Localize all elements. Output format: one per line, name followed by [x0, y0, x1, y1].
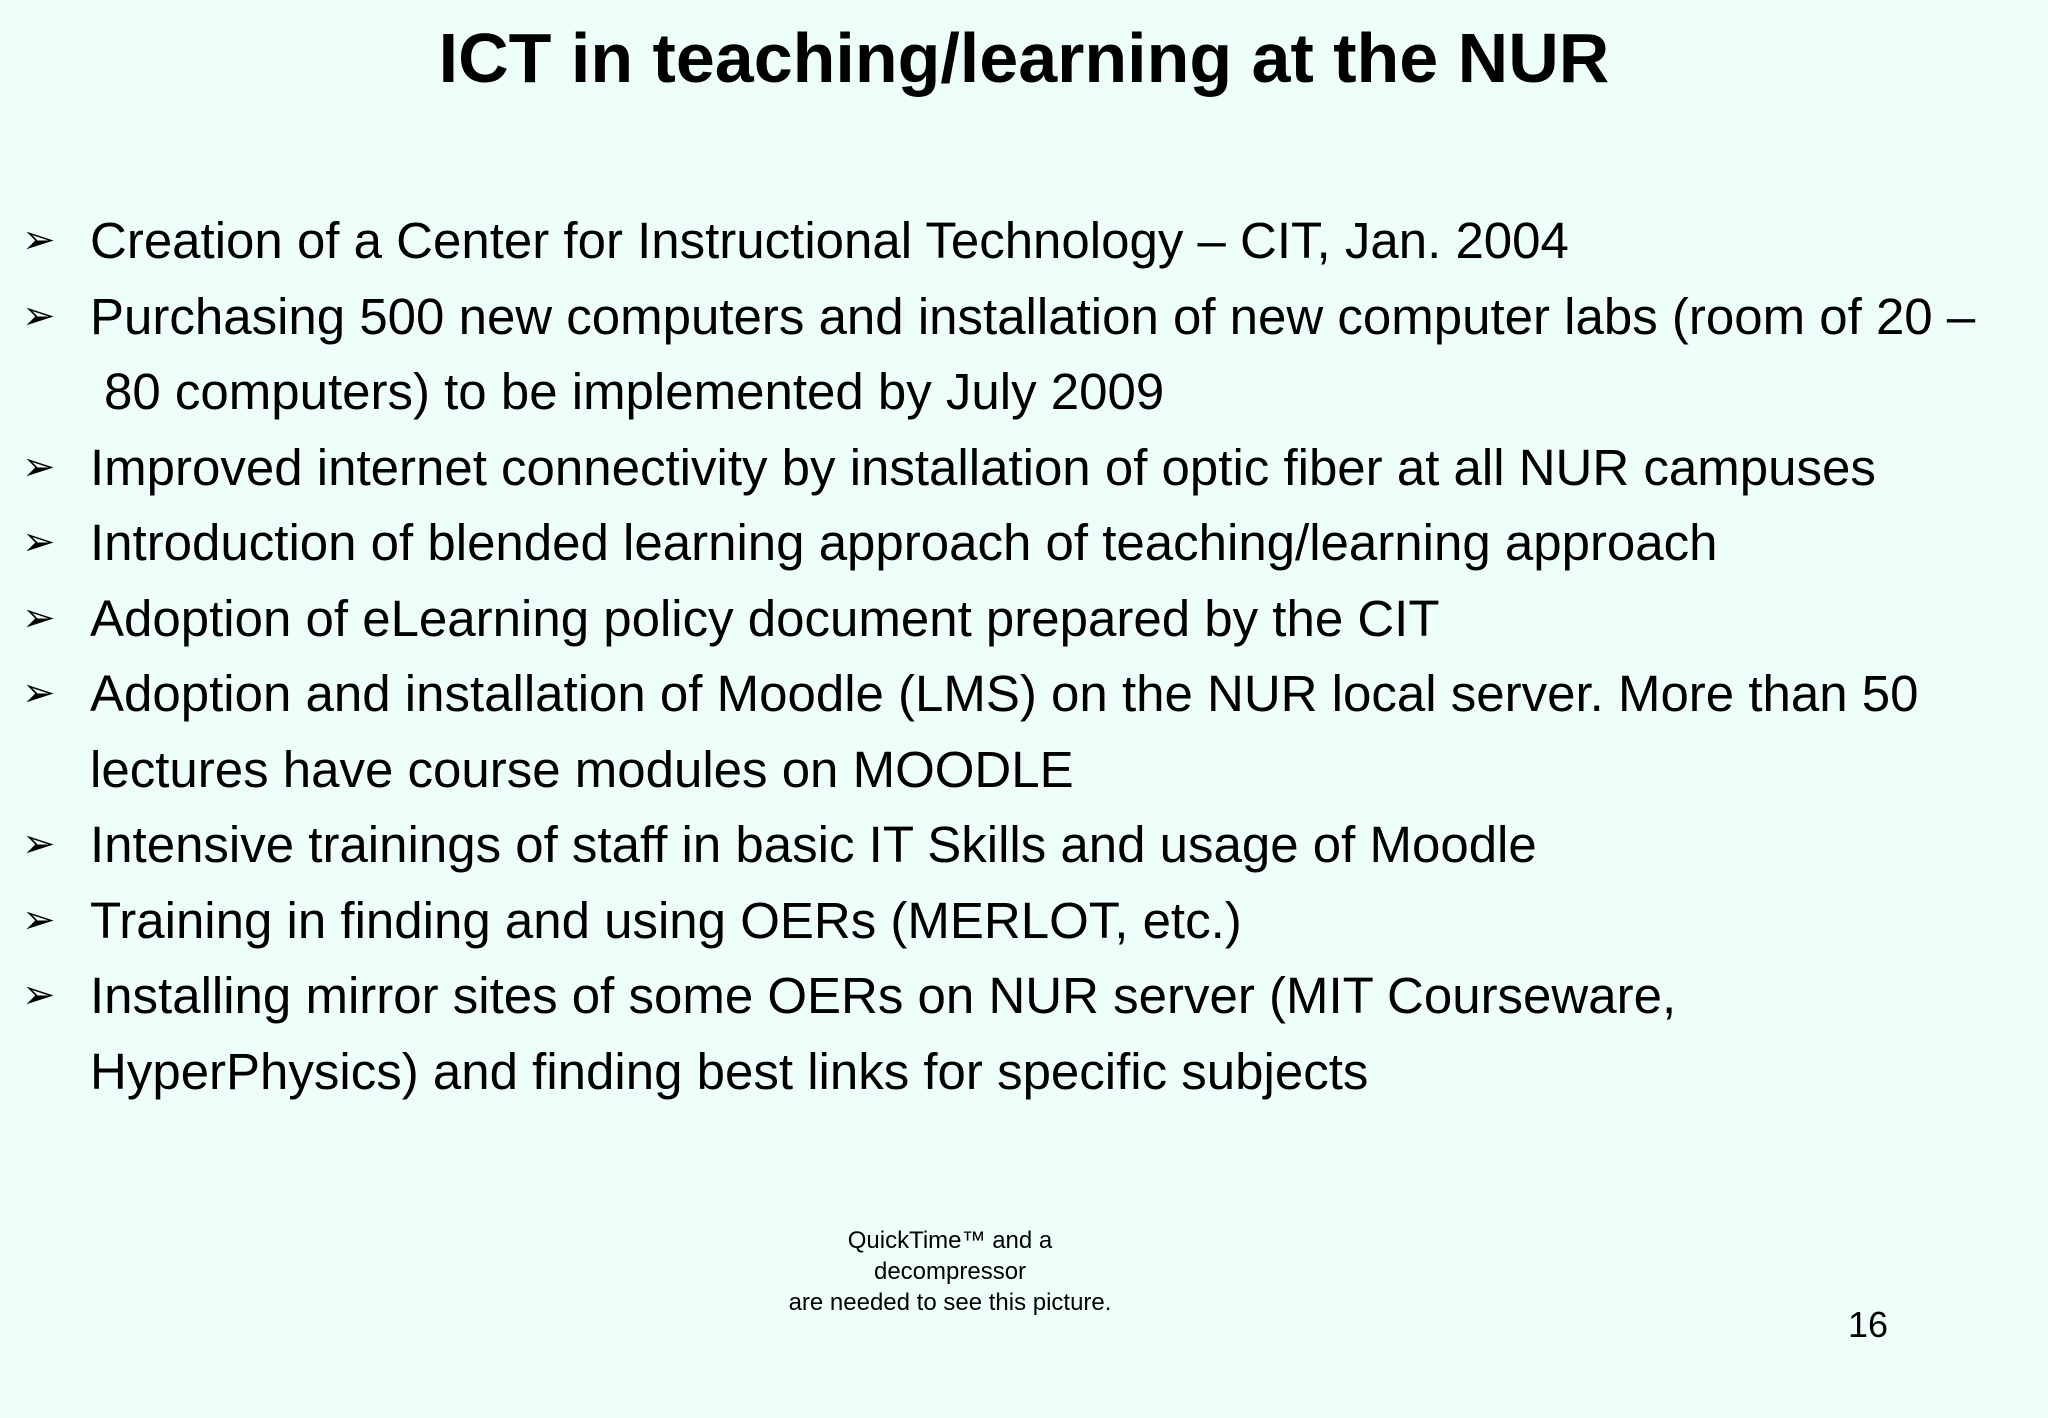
bullet-list: [0, 203, 2048, 1109]
bullet-item: [0, 656, 2048, 807]
arrow-bullet-icon: ➢: [22, 519, 56, 565]
bullet-text: Intensive trainings of staff in basic IT Skills and usage of Moodle: [90, 816, 1537, 873]
bullet-text-continuation: lectures have course modules on MOODLE: [90, 740, 1074, 798]
bullet-item: [0, 958, 2048, 1109]
slide-title: ICT in teaching/learning at the NUR: [438, 19, 1610, 97]
bullet-item: [0, 430, 2048, 506]
arrow-bullet-icon: ➢: [22, 292, 56, 339]
bullet-text-continuation: 80 computers) to be implemented by July 2009: [104, 363, 1165, 420]
arrow-bullet-icon: ➢: [22, 972, 56, 1018]
arrow-bullet-icon: ➢: [22, 670, 56, 716]
bullet-text: Adoption and installation of Moodle (LMS) on the NUR local server. More than 50: [90, 665, 1919, 722]
bullet-text: Training in finding and using OERs (MERLOT, etc.): [90, 891, 1242, 949]
bullet-item: [0, 807, 2048, 883]
bullet-text: Introduction of blended learning approach of teaching/learning approach: [90, 514, 1718, 571]
bullet-item: [0, 581, 2048, 657]
bullet-text: Adoption of eLearning policy document prepared by the CIT: [90, 589, 1440, 647]
arrow-bullet-icon: ➢: [22, 896, 56, 943]
bullet-text: Creation of a Center for Instructional Technology – CIT, Jan. 2004: [90, 212, 1569, 269]
bullet-text: Purchasing 500 new computers and installation of new computer labs (room of 20 –: [90, 287, 1976, 345]
bullet-text: Improved internet connectivity by installation of optic fiber at all NUR campuses: [90, 438, 1876, 496]
bullet-item: [0, 279, 2048, 430]
missing-picture-placeholder: [700, 1225, 1200, 1318]
bullet-item: [0, 883, 2048, 959]
arrow-bullet-icon: ➢: [22, 217, 56, 263]
page-number: 16: [1848, 1304, 1889, 1345]
bullet-item: [0, 505, 2048, 581]
arrow-bullet-icon: ➢: [22, 594, 56, 641]
bullet-text-continuation: HyperPhysics) and finding best links for specific subjects: [90, 1042, 1369, 1100]
placeholder-text-line: are needed to see this picture.: [788, 1289, 1112, 1316]
bullet-text: Installing mirror sites of some OERs on NUR server (MIT Courseware,: [90, 967, 1677, 1024]
bullet-item: [0, 203, 2048, 279]
placeholder-text-line: QuickTime™ and a: [847, 1227, 1053, 1254]
arrow-bullet-icon: ➢: [22, 821, 56, 867]
placeholder-text-line: decompressor: [873, 1258, 1027, 1285]
arrow-bullet-icon: ➢: [22, 443, 56, 490]
